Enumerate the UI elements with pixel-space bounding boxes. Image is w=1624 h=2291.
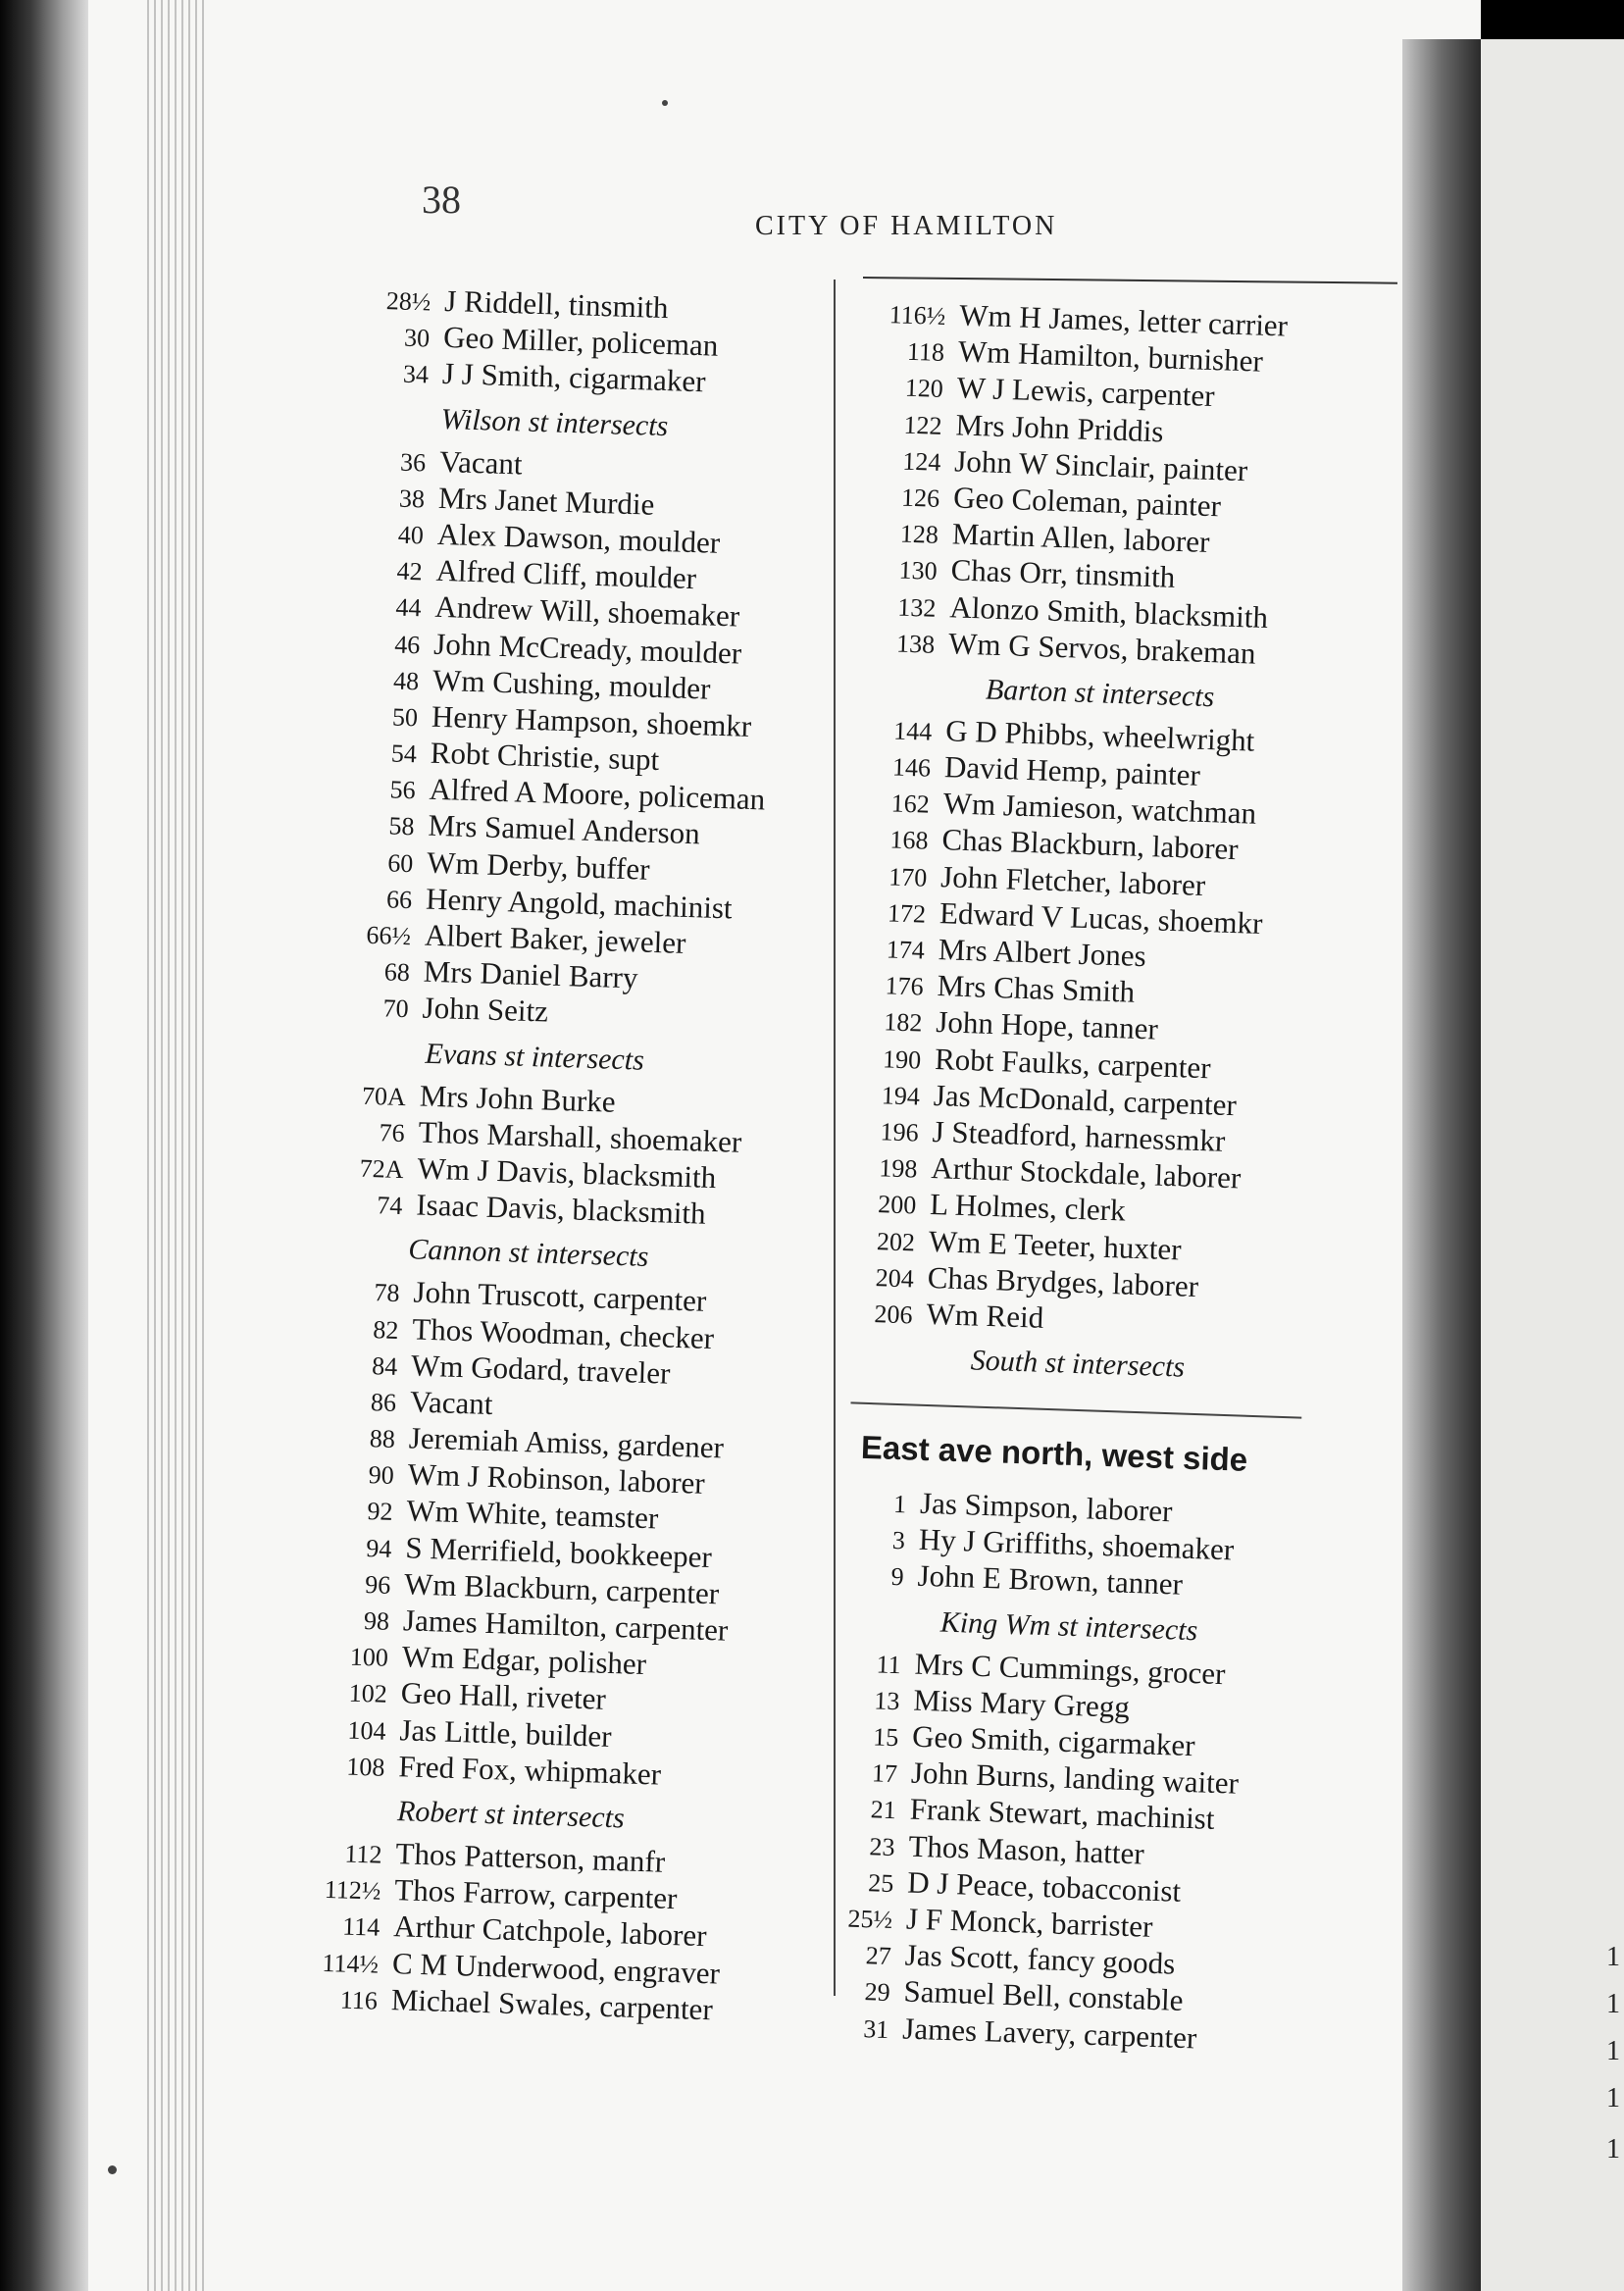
house-number: 13 (873, 1686, 900, 1716)
resident-name: Alonzo Smith, blacksmith (948, 588, 1269, 635)
house-number: 198 (878, 1153, 918, 1184)
resident-name: W J Lewis, carpenter (956, 370, 1216, 414)
cross-street-heading: King Wm st intersects (939, 1605, 1198, 1647)
resident-name: Chas Orr, tinsmith (950, 552, 1176, 595)
house-number: 130 (898, 555, 939, 586)
house-number: 15 (872, 1722, 899, 1753)
resident-name: Wm Edgar, polisher (401, 1639, 647, 1682)
resident-name: Mrs John Priddis (955, 406, 1164, 448)
house-number: 190 (882, 1044, 922, 1075)
house-number: 46 (393, 630, 421, 659)
resident-name: Wm Blackburn, carpenter (403, 1566, 720, 1611)
house-number: 116½ (888, 300, 946, 331)
resident-name: Wm G Servos, brakeman (947, 625, 1257, 671)
resident-name: Hy J Griffiths, shoemaker (918, 1522, 1235, 1567)
page-gutter-shadow (1402, 39, 1481, 2291)
house-number: 31 (862, 2013, 889, 2044)
adjacent-page-digit: 1 (1606, 2036, 1620, 2066)
house-number: 56 (389, 775, 417, 805)
resident-name: Arthur Stockdale, laborer (930, 1150, 1242, 1196)
directory-page (88, 0, 1481, 2291)
house-number: 36 (399, 447, 427, 477)
adjacent-page-digit: 1 (1606, 2134, 1620, 2164)
adjacent-page-digit: 1 (1606, 2083, 1620, 2113)
house-number: 194 (881, 1081, 921, 1111)
house-number: 132 (896, 592, 937, 623)
house-number: 138 (895, 629, 936, 659)
resident-name: James Lavery, carpenter (901, 2010, 1197, 2055)
resident-name: Arthur Catchpole, laborer (392, 1909, 708, 1954)
house-number: 168 (889, 825, 930, 856)
cross-street-heading: South st intersects (970, 1344, 1186, 1384)
resident-name: J J Smith, cigarmaker (441, 356, 707, 399)
resident-name: Thos Mason, hatter (907, 1828, 1145, 1871)
resident-name: Edward V Lucas, shoemkr (939, 894, 1263, 941)
house-number: 202 (876, 1226, 916, 1256)
house-number: 118 (906, 336, 945, 368)
resident-name: Alfred Cliff, moulder (435, 552, 697, 596)
resident-name: Henry Angold, machinist (425, 881, 734, 926)
house-number: 11 (876, 1650, 902, 1679)
resident-name: Jas Simpson, laborer (919, 1485, 1174, 1529)
house-number: 30 (403, 323, 431, 353)
resident-name: Wm Jamieson, watchman (942, 786, 1257, 831)
house-number: 70A (361, 1081, 407, 1111)
resident-name: Mrs Albert Jones (938, 932, 1147, 974)
house-number: 40 (397, 520, 425, 550)
resident-name: Robt Faulks, carpenter (934, 1041, 1212, 1085)
resident-name: Mrs Daniel Barry (423, 953, 638, 995)
book-binding-left (0, 0, 88, 2291)
house-number: 68 (383, 957, 411, 988)
house-number: 66½ (366, 920, 412, 951)
resident-name: Jas McDonald, carpenter (933, 1077, 1238, 1122)
resident-name: Mrs C Cummings, grocer (914, 1646, 1227, 1691)
resident-name: Mrs John Burke (419, 1078, 617, 1119)
house-number: 96 (364, 1569, 391, 1600)
section-rule (850, 1401, 1301, 1418)
resident-name: Martin Allen, laborer (951, 516, 1210, 560)
page-number: 38 (422, 178, 461, 222)
right-column (830, 294, 1437, 2062)
house-number: 116 (339, 1985, 379, 2015)
house-number: 126 (900, 483, 940, 513)
house-number: 162 (890, 789, 931, 819)
house-number: 124 (901, 446, 941, 477)
house-number: 34 (402, 360, 430, 389)
cross-street-heading: Barton st intersects (985, 673, 1215, 714)
adjacent-page-digit: 1 (1606, 1989, 1620, 2019)
house-number: 146 (891, 752, 932, 783)
house-number: 76 (379, 1118, 406, 1147)
house-number: 144 (892, 716, 933, 746)
house-number: 70 (382, 993, 410, 1024)
resident-name: John McCready, moulder (432, 626, 742, 671)
house-number: 182 (883, 1007, 923, 1038)
house-number: 204 (875, 1262, 915, 1294)
house-number: 98 (363, 1606, 390, 1636)
house-number: 72A (359, 1153, 404, 1184)
house-number: 88 (369, 1424, 396, 1453)
house-number: 206 (874, 1299, 913, 1330)
cross-street-heading: Wilson st intersects (440, 402, 669, 442)
resident-name: Frank Stewart, machinist (909, 1791, 1216, 1837)
house-number: 122 (903, 410, 943, 440)
resident-name: Chas Blackburn, laborer (941, 822, 1240, 867)
resident-name: David Hemp, painter (943, 749, 1201, 792)
resident-name: Mrs Chas Smith (937, 968, 1136, 1009)
house-number: 102 (348, 1678, 388, 1709)
resident-name: Wm White, teamster (406, 1493, 659, 1536)
resident-name: L Holmes, clerk (929, 1187, 1127, 1228)
house-number: 104 (347, 1715, 386, 1746)
resident-name: Jas Scott, fancy goods (904, 1937, 1176, 1981)
house-number: 128 (899, 519, 939, 549)
house-number: 42 (396, 556, 424, 586)
resident-name: Henry Hampson, shoemkr (431, 698, 752, 743)
house-number: 86 (370, 1388, 397, 1417)
resident-name: Mrs Janet Murdie (437, 480, 655, 522)
house-number: 21 (870, 1795, 897, 1825)
house-number: 108 (345, 1752, 385, 1782)
resident-name: D J Peace, tobacconist (906, 1864, 1182, 1909)
house-number: 44 (395, 592, 422, 623)
house-number: 172 (887, 898, 927, 929)
resident-name: Geo Miller, policeman (442, 320, 719, 363)
house-number: 28½ (385, 286, 431, 317)
street-section-title: East ave north, west side (860, 1428, 1248, 1478)
resident-name: Alex Dawson, moulder (436, 516, 721, 560)
house-number: 54 (390, 738, 418, 769)
header-rule (863, 277, 1397, 284)
house-number: 92 (367, 1497, 393, 1527)
cross-street-heading: Evans st intersects (425, 1037, 645, 1077)
house-number: 112 (344, 1839, 383, 1869)
resident-name: James Hamilton, carpenter (402, 1603, 729, 1648)
house-number: 114 (341, 1911, 381, 1942)
resident-name: Wm Reid (925, 1296, 1044, 1335)
resident-name: Geo Smith, cigarmaker (911, 1718, 1196, 1763)
resident-name: Alfred A Moore, policeman (429, 771, 766, 817)
house-number: 84 (371, 1350, 398, 1381)
resident-name: Miss Mary Gregg (912, 1682, 1131, 1724)
house-number: 114½ (322, 1948, 380, 1979)
resident-name: Jas Little, builder (399, 1711, 613, 1754)
house-number: 27 (865, 1941, 892, 1971)
resident-name: John Truscott, carpenter (413, 1274, 707, 1319)
house-number: 50 (391, 702, 419, 733)
resident-name: Samuel Bell, constable (903, 1973, 1185, 2018)
house-number: 174 (886, 935, 926, 965)
house-number: 112½ (324, 1875, 381, 1906)
house-number: 3 (891, 1526, 906, 1555)
resident-name: Vacant (409, 1384, 493, 1421)
paper-speck (662, 100, 668, 106)
house-number: 94 (365, 1533, 392, 1563)
resident-name: John W Sinclair, painter (953, 443, 1248, 488)
running-head: CITY OF HAMILTON (755, 211, 1058, 241)
resident-name: Isaac Davis, blacksmith (415, 1187, 707, 1231)
adjacent-page-edge (1481, 39, 1624, 2291)
house-number: 200 (877, 1190, 917, 1220)
house-number: 58 (388, 811, 415, 841)
resident-name: C M Underwood, engraver (391, 1945, 721, 1991)
page-edge-lines (147, 0, 206, 2291)
resident-name: John Seitz (422, 990, 549, 1029)
resident-name: Jeremiah Amiss, gardener (408, 1420, 725, 1465)
resident-name: Thos Farrow, carpenter (393, 1872, 678, 1916)
house-number: 90 (368, 1460, 395, 1491)
house-number: 82 (372, 1314, 399, 1345)
resident-name: John Fletcher, laborer (939, 858, 1206, 902)
resident-name: John Hope, tanner (935, 1004, 1159, 1046)
resident-name: Robt Christie, supt (430, 735, 660, 778)
resident-name: Fred Fox, whipmaker (397, 1748, 662, 1792)
house-number: 48 (392, 666, 420, 695)
house-number: 1 (892, 1489, 907, 1519)
house-number: 25 (867, 1867, 894, 1898)
resident-name: Vacant (438, 443, 524, 482)
resident-name: Wm Cushing, moulder (431, 662, 711, 706)
resident-name: Mrs Samuel Anderson (428, 808, 701, 851)
house-number: 78 (374, 1278, 401, 1308)
resident-name: Geo Coleman, painter (952, 480, 1222, 524)
house-number: 9 (890, 1562, 905, 1592)
house-number: 120 (904, 374, 944, 404)
resident-name: Wm Derby, buffer (426, 844, 651, 887)
resident-name: Thos Marshall, shoemaker (418, 1114, 742, 1159)
cross-street-heading: Cannon st intersects (407, 1233, 649, 1274)
house-number: 196 (880, 1117, 920, 1147)
resident-name: Thos Woodman, checker (411, 1310, 715, 1355)
adjacent-page-digit: 1 (1606, 1942, 1620, 1972)
resident-name: Michael Swales, carpenter (390, 1981, 714, 2027)
resident-name: Wm J Davis, blacksmith (417, 1150, 717, 1196)
house-number: 29 (864, 1977, 891, 2008)
house-number: 74 (376, 1191, 403, 1221)
resident-name: Wm Godard, traveler (410, 1348, 671, 1391)
resident-name: Wm H James, letter carrier (958, 297, 1289, 343)
house-number: 100 (349, 1642, 389, 1673)
resident-name: G D Phibbs, wheelwright (944, 713, 1255, 758)
resident-name: S Merrifield, bookkeeper (404, 1529, 713, 1574)
resident-name: Wm E Teeter, huxter (928, 1223, 1183, 1266)
resident-name: Andrew Will, shoemaker (434, 589, 740, 634)
paper-speck (108, 2165, 117, 2174)
house-number: 170 (888, 862, 928, 892)
house-number: 23 (869, 1831, 895, 1861)
resident-name: J Riddell, tinsmith (443, 282, 670, 326)
house-number: 38 (398, 484, 426, 514)
house-number: 60 (386, 848, 414, 878)
resident-name: Thos Patterson, manfr (395, 1836, 666, 1879)
resident-name: John E Brown, tanner (917, 1558, 1184, 1603)
resident-name: J F Monck, barrister (905, 1901, 1153, 1944)
resident-name: Wm J Robinson, laborer (407, 1456, 706, 1502)
resident-name: John Burns, landing waiter (910, 1755, 1240, 1801)
house-number: 25½ (847, 1904, 893, 1935)
resident-name: Wm Hamilton, burnisher (957, 333, 1264, 379)
house-number: 17 (871, 1758, 898, 1789)
house-number: 176 (885, 971, 925, 1001)
resident-name: Chas Brydges, laborer (927, 1259, 1199, 1303)
resident-name: Geo Hall, riveter (400, 1675, 607, 1717)
resident-name: Albert Baker, jeweler (424, 917, 686, 960)
cross-street-heading: Robert st intersects (396, 1795, 626, 1835)
left-column (298, 280, 842, 2030)
resident-name: J Steadford, harnessmkr (932, 1113, 1226, 1158)
house-number: 66 (385, 885, 413, 915)
